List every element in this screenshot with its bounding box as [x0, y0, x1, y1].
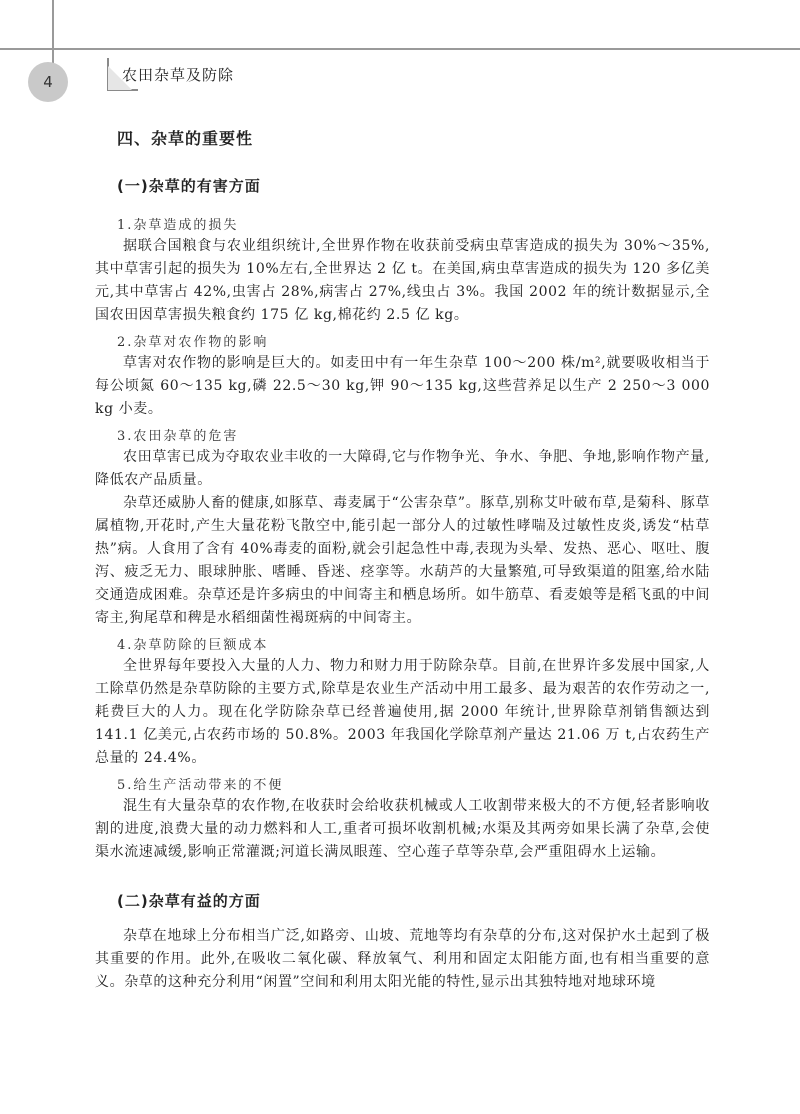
page-number-badge	[28, 62, 68, 102]
subsection-title-harmful: (一)杂草的有害方面	[117, 177, 261, 195]
item-title-crop-impact: 2.杂草对农作物的影响	[117, 335, 269, 350]
header-rule-left	[0, 48, 52, 50]
paragraph-farmland-harm-1: 农田草害已成为夺取农业丰收的一大障碍,它与作物争光、争水、争肥、争地,影响作物产量,降低农产品质量。	[95, 449, 710, 488]
item-title-losses: 1.杂草造成的损失	[117, 218, 239, 233]
subsection-title-beneficial: (二)杂草有益的方面	[117, 892, 261, 910]
paragraph-farmland-harm-2: 杂草还威胁人畜的健康,如豚草、毒麦属于“公害杂草”。豚草,别称艾叶破布草,是菊科、豚草属植物,开花时,产生大量花粉飞散空中,能引起一部分人的过敏性哮喘及过敏性皮炎,诱发“枯草热”病。人食用了含有 40%毒麦的面粉,就会引起急性中毒,表现为头晕、发热、恶心、呕吐、腹泻、疲乏无力、眼球肿胀、嗜睡、昏迷、痉挛等。水葫芦的大量繁殖,可导致渠道的阻塞,给水陆交通造成困难。杂草还是许多病虫的中间寄主和栖息场所。如牛筋草、看麦娘等是稻飞虱的中间寄主,狗尾草和稗是水稻细菌性褐斑病的中间寄主。	[95, 495, 710, 626]
section-title: 四、杂草的重要性	[117, 129, 254, 148]
paragraph-beneficial: 杂草在地球上分布相当广泛,如路旁、山坡、荒地等均有杂草的分布,这对保护水土起到了极其重要的作用。此外,在吸收二氧化碳、释放氧气、利用和固定太阳能方面,也有相当重要的意义。杂草的这种充分利用“闲置”空间和利用太阳光能的特性,显示出其独特地对地球环境	[95, 928, 710, 990]
page-content	[95, 126, 710, 994]
item-title-control-cost: 4.杂草防除的巨额成本	[117, 638, 269, 653]
header-rule	[52, 48, 800, 50]
paragraph-control-cost: 全世界每年要投入大量的人力、物力和财力用于防除杂草。目前,在世界许多发展中国家,人工除草仍然是杂草防除的主要方式,除草是农业生产活动中用工最多、最为艰苦的农作劳动之一,耗费巨大的人力。现在化学防除杂草已经普遍使用,据 2000 年统计,世界除草剂销售额达到 141.1 亿美元,占农药市场的 50.8%。2003 年我国化学除草剂产量达 21.06 万 t,占农药生产总量的 24.4%。	[95, 658, 710, 766]
paragraph-losses: 据联合国粮食与农业组织统计,全世界作物在收获前受病虫草害造成的损失为 30%～35%,其中草害引起的损失为 10%左右,全世界达 2 亿 t。在美国,病虫草害造成的损失为 120 多亿美元,其中草害占 42%,虫害占 28%,病害占 27%,线虫占 3%。我国 2002 年的统计数据显示,全国农田因草害损失粮食约 175 亿 kg,棉花约 2.5 亿 kg。	[95, 238, 710, 323]
running-head-title: 农田杂草及防除	[122, 66, 235, 84]
paragraph-crop-impact: 草害对农作物的影响是巨大的。如麦田中有一年生杂草 100～200 株/m²,就要吸收相当于每公顷氮 60～135 kg,磷 22.5～30 kg,钾 90～135 kg,这些营养足以生产 2 250～3 000 kg 小麦。	[95, 355, 710, 417]
paragraph-inconvenience: 混生有大量杂草的农作物,在收获时会给收获机械或人工收割带来极大的不方便,轻者影响收割的进度,浪费大量的动力燃料和人工,重者可损坏收割机械;水渠及其两旁如果长满了杂草,会使渠水流速减缓,影响正常灌溉;河道长满凤眼莲、空心莲子草等杂草,会严重阻碍水上运输。	[95, 798, 710, 860]
item-title-farmland-harm: 3.农田杂草的危害	[117, 429, 239, 444]
page-number: 4	[43, 73, 53, 91]
item-title-inconvenience: 5.给生产活动带来的不便	[117, 778, 284, 793]
